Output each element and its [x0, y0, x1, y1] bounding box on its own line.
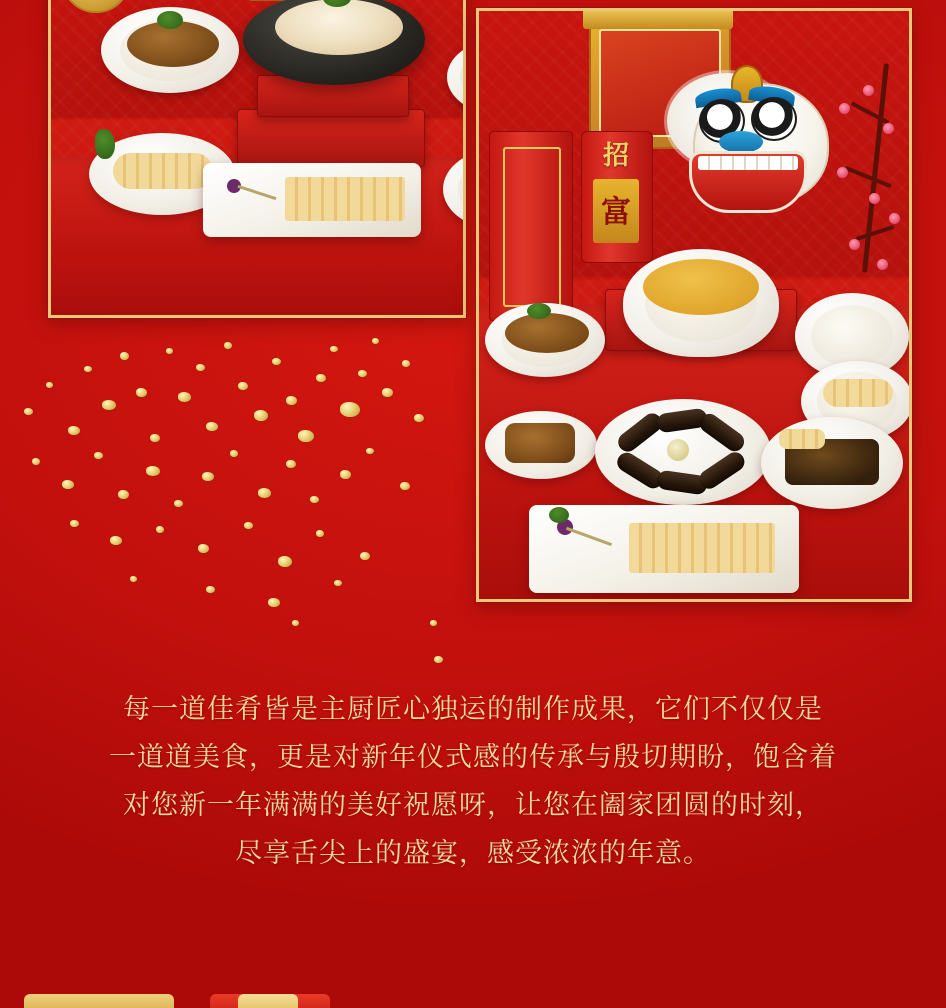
canister-char-fu: 富: [601, 195, 631, 230]
photo-banquet-top-left: [48, 0, 466, 318]
lion-dance-head-icon: [665, 73, 833, 223]
caption-line-1: 每一道佳肴皆是主厨匠心独运的制作成果，它们不仅仅是: [123, 694, 823, 725]
caption-line-4: 尽享舌尖上的盛宴，感受浓浓的年意。: [235, 838, 711, 869]
claypot-food-right-photo: [505, 313, 589, 353]
caption-line-2: 一道道美食，更是对新年仪式感的传承与殷切期盼，饱含着: [109, 742, 837, 773]
roll-food: [113, 153, 213, 189]
photo-right-content: [479, 11, 909, 599]
poster-caption: [0, 686, 946, 878]
photo-left-content: [51, 0, 463, 315]
wok-seafood: [275, 0, 403, 55]
chest-gold-trim: [503, 147, 561, 307]
photo-banquet-right: [476, 8, 912, 602]
claypot-broccoli: [157, 11, 183, 29]
claypot-garnish-right-photo: [527, 303, 551, 319]
red-serving-stand: [237, 109, 425, 167]
canister-char-top: 招: [602, 141, 629, 171]
platter-center-garnish: [667, 439, 689, 461]
peek-gold-shape: [24, 994, 174, 1008]
gold-foil-confetti: [10, 330, 450, 660]
plate-garnish-leaf-right: [549, 507, 569, 523]
side-bowl-b-food: [823, 379, 893, 407]
niangao-slices-right: [629, 523, 775, 573]
appetizer-food: [505, 423, 575, 463]
roll-garnish: [95, 129, 115, 159]
soup-content: [643, 259, 759, 315]
next-section-peek: [0, 992, 946, 1008]
niangao-slices: [285, 177, 405, 221]
caption-line-3: 对您新一年满满的美好祝愿呀，让您在阖家团圆的时刻，: [123, 790, 823, 821]
peek-gold-accent: [238, 994, 298, 1008]
abalone-side-food: [779, 429, 825, 449]
gift-box-lid: [583, 11, 733, 29]
